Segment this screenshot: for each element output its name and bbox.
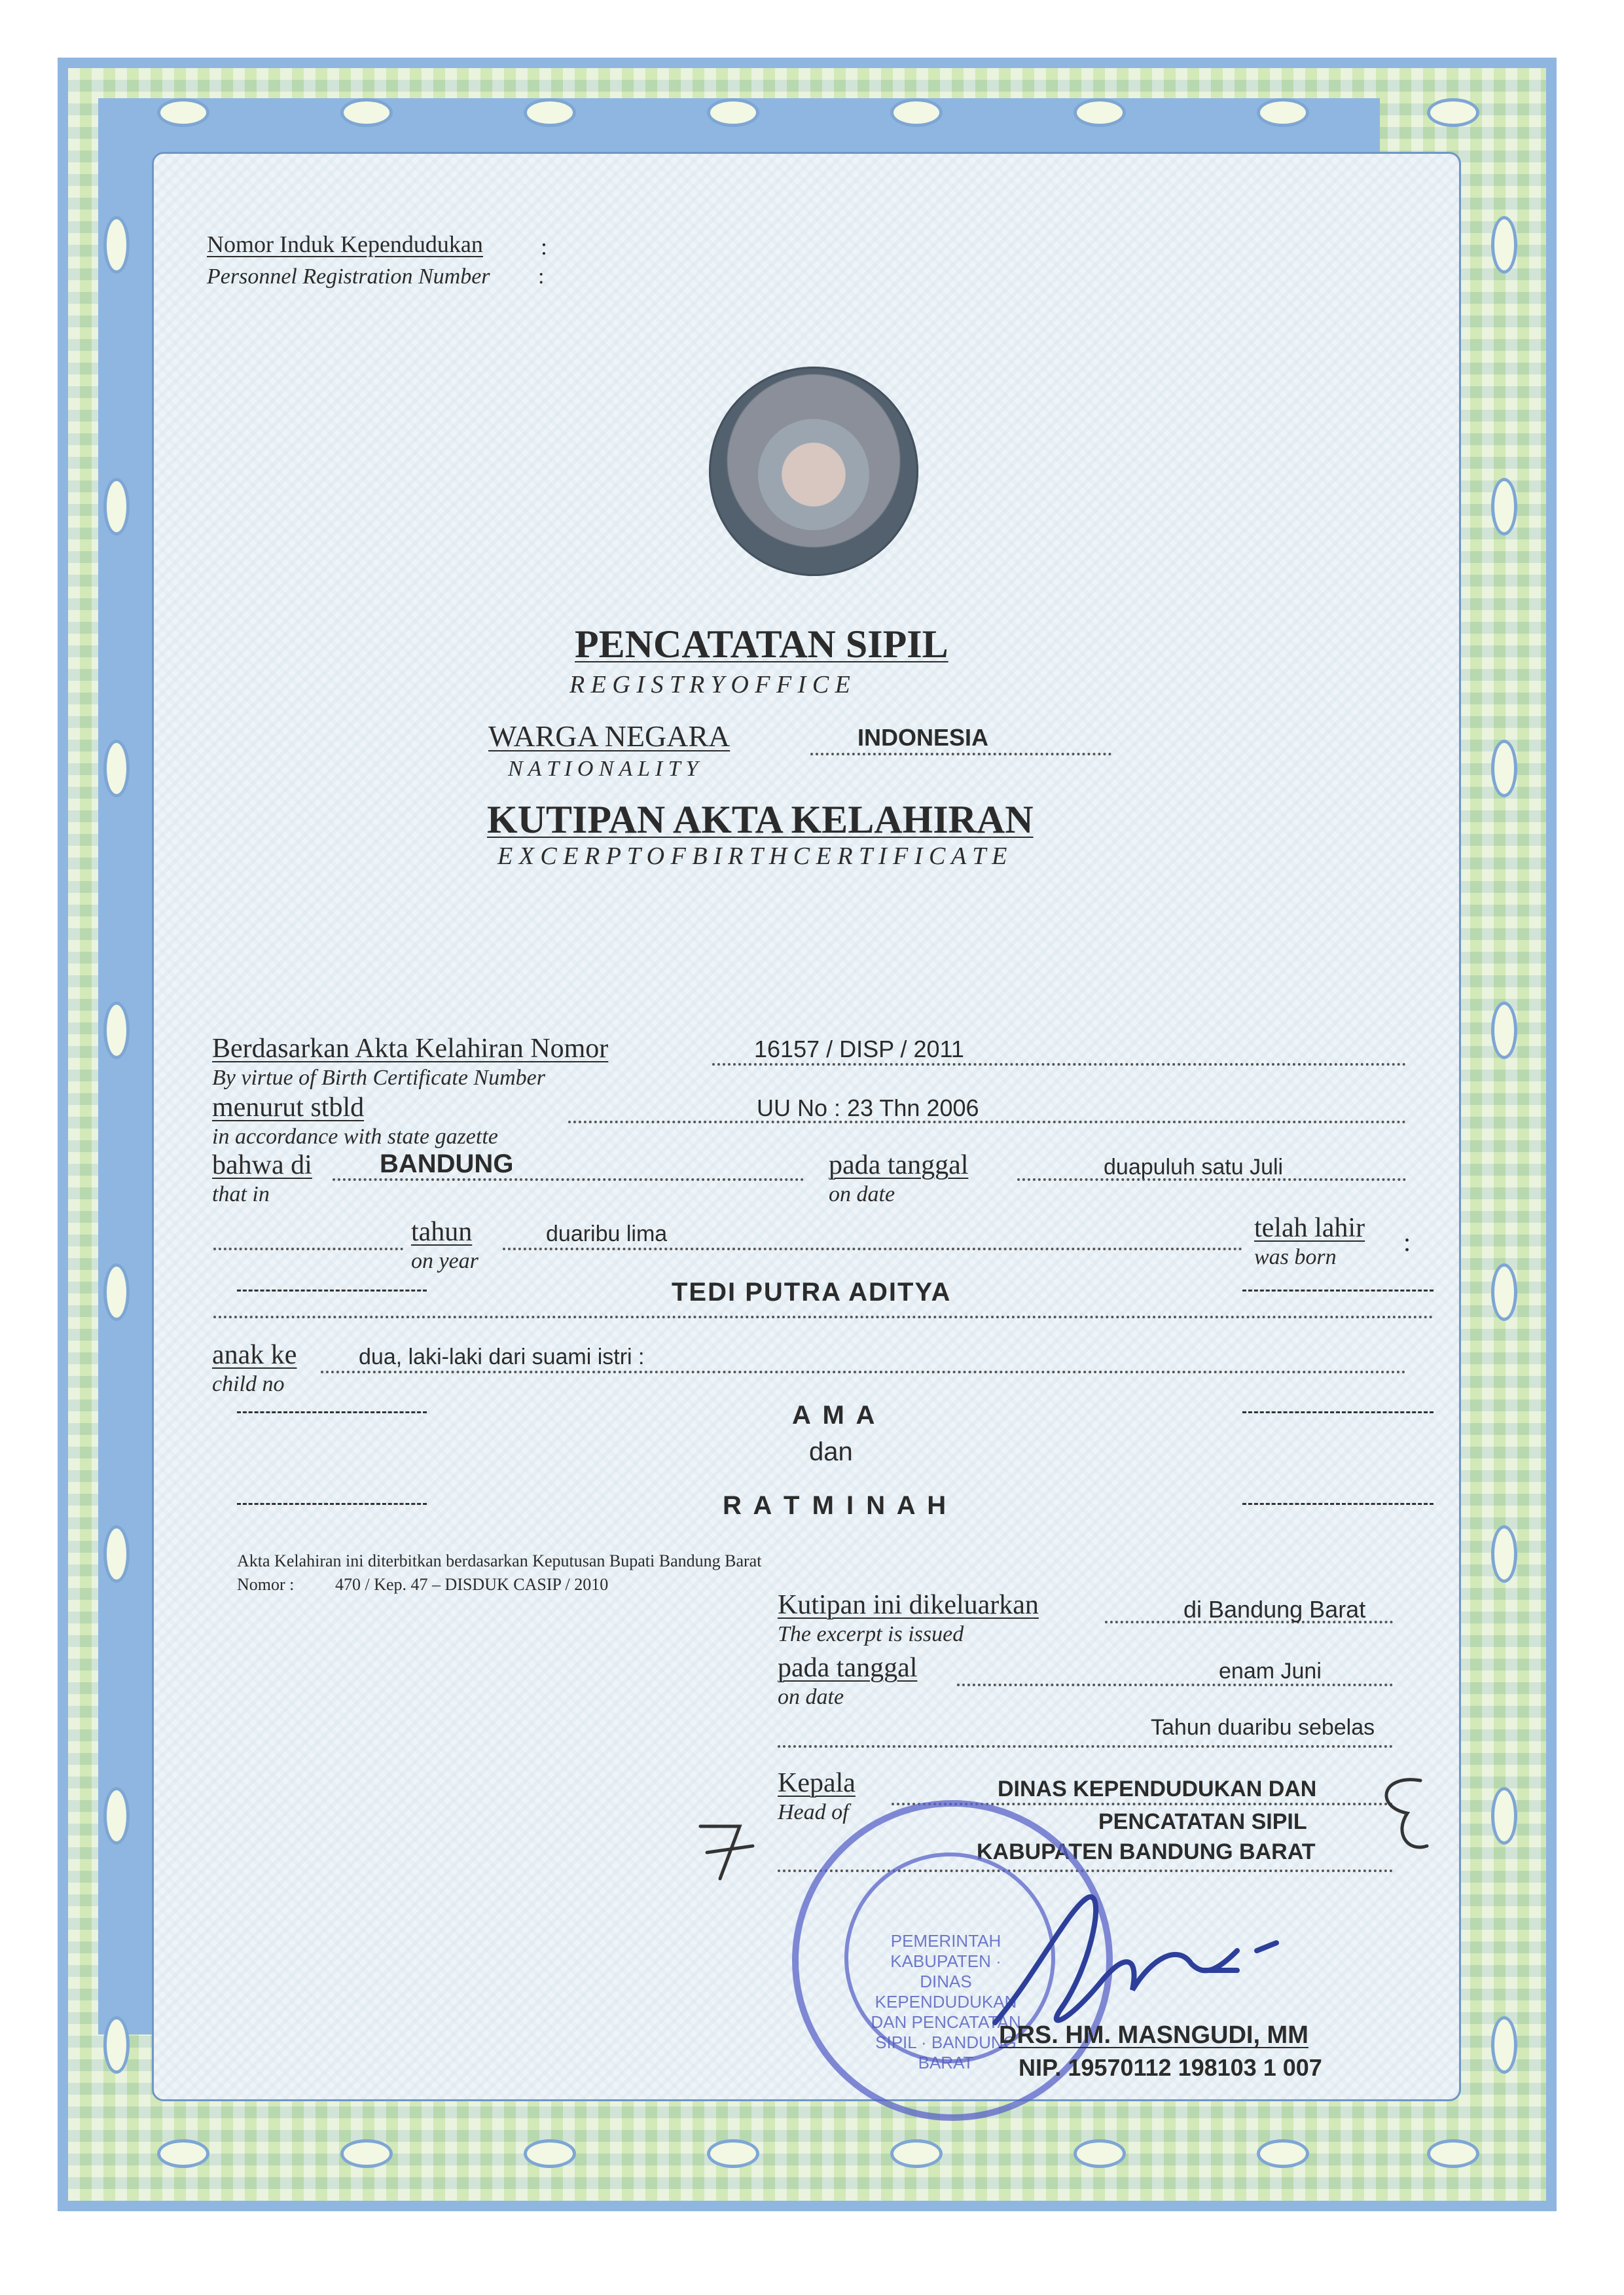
- child-name-value: TEDI PUTRA ADITYA: [672, 1278, 952, 1307]
- border-motif-icon: [1074, 98, 1126, 127]
- agency-line-1: DINAS KEPENDUDUKAN DAN: [998, 1777, 1317, 1801]
- birth-year-label: tahun: [411, 1217, 473, 1247]
- birth-place-label-en: that in: [212, 1182, 270, 1206]
- issued-year-dotted-line: [778, 1745, 1393, 1748]
- born-label-en: was born: [1254, 1245, 1337, 1269]
- child-name-dotted-line: [213, 1316, 1434, 1318]
- border-motif-icon: [1491, 2016, 1517, 2074]
- birth-place-label: bahwa di: [212, 1150, 312, 1180]
- issued-year-value: Tahun duaribu sebelas: [1151, 1715, 1375, 1740]
- child-number-label: anak ke: [212, 1340, 297, 1370]
- child-number-dotted-line: [321, 1371, 1406, 1373]
- border-motif-icon: [1257, 2139, 1309, 2168]
- border-motif-icon: [707, 2139, 759, 2168]
- decree-number-label: Nomor :: [237, 1575, 295, 1594]
- birth-place-value: BANDUNG: [380, 1149, 514, 1178]
- nik-colon-en: :: [538, 264, 545, 289]
- stbld-dotted-line: [568, 1121, 1406, 1123]
- border-motif-icon: [103, 1002, 130, 1059]
- official-name: DRS. HM. MASNGUDI, MM: [999, 2021, 1308, 2049]
- border-motif-icon: [1427, 2139, 1479, 2168]
- border-motif-icon: [1491, 478, 1517, 535]
- born-colon: :: [1403, 1227, 1411, 1257]
- nik-label-en: Personnel Registration Number: [207, 264, 490, 289]
- father-right-dashes: [1242, 1411, 1434, 1413]
- cert-number-dotted-line: [712, 1063, 1406, 1066]
- border-motif-icon: [1491, 1263, 1517, 1321]
- border-motif-icon: [103, 1263, 130, 1321]
- border-motif-icon: [340, 98, 393, 127]
- birth-year-value: duaribu lima: [546, 1221, 668, 1246]
- nik-label: Nomor Induk Kependudukan: [207, 231, 483, 257]
- border-motif-icon: [103, 740, 130, 797]
- border-motif-icon: [1257, 98, 1309, 127]
- birth-year-label-en: on year: [411, 1249, 478, 1273]
- official-nip: NIP. 19570112 198103 1 007: [1019, 2054, 1322, 2081]
- nik-colon: :: [541, 234, 548, 260]
- child-name-right-dashes: [1242, 1290, 1434, 1292]
- head-label: Kepala: [778, 1768, 856, 1798]
- agency-line-2: PENCATATAN SIPIL: [1098, 1809, 1307, 1834]
- border-motif-icon: [340, 2139, 393, 2168]
- birth-date-label: pada tanggal: [829, 1150, 969, 1180]
- garuda-emblem-icon: [758, 419, 869, 530]
- and-conjunction: dan: [809, 1437, 853, 1466]
- birth-year-dotted-line: [503, 1248, 1242, 1250]
- decree-line-1: Akta Kelahiran ini diterbitkan berdasarkan Keputusan Bupati Bandung Barat: [237, 1551, 762, 1570]
- border-motif-icon: [1427, 98, 1479, 127]
- mother-left-dashes: [237, 1503, 427, 1505]
- issued-place-value: di Bandung Barat: [1183, 1596, 1366, 1623]
- border-motif-icon: [890, 98, 943, 127]
- initial-mark-icon: [681, 1807, 772, 1898]
- border-motif-icon: [103, 1525, 130, 1583]
- stbld-label-en: in accordance with state gazette: [212, 1125, 498, 1149]
- mother-name-value: R A T M I N A H: [723, 1491, 949, 1520]
- issued-label-en: The excerpt is issued: [778, 1622, 964, 1646]
- born-label: telah lahir: [1254, 1213, 1365, 1243]
- issued-date-label: pada tanggal: [778, 1653, 918, 1683]
- border-motif-icon: [157, 98, 209, 127]
- decree-number-value: 470 / Kep. 47 – DISDUK CASIP / 2010: [335, 1575, 609, 1594]
- nationality-value: INDONESIA: [857, 724, 989, 751]
- border-motif-icon: [103, 216, 130, 274]
- border-motif-icon: [1491, 216, 1517, 274]
- agency-line-3: KABUPATEN BANDUNG BARAT: [977, 1839, 1316, 1864]
- border-motif-icon: [1491, 1525, 1517, 1583]
- mother-right-dashes: [1242, 1503, 1434, 1505]
- office-title: PENCATATAN SIPIL: [575, 623, 948, 666]
- border-motif-icon: [157, 2139, 209, 2168]
- border-motif-icon: [103, 2016, 130, 2074]
- document-title: KUTIPAN AKTA KELAHIRAN: [487, 798, 1034, 841]
- border-motif-icon: [524, 2139, 576, 2168]
- border-motif-icon: [103, 1787, 130, 1845]
- child-number-value: dua, laki-laki dari suami istri :: [359, 1345, 645, 1369]
- child-number-label-en: child no: [212, 1372, 285, 1396]
- father-name-value: A M A: [792, 1401, 878, 1430]
- paraf-mark-icon: [1368, 1767, 1447, 1859]
- nationality-dotted-line: [810, 753, 1111, 755]
- border-motif-icon: [524, 98, 576, 127]
- border-motif-icon: [1074, 2139, 1126, 2168]
- stbld-label: menurut stbld: [212, 1093, 365, 1123]
- office-title-en: R E G I S T R Y O F F I C E: [569, 671, 850, 698]
- birth-date-value: duapuluh satu Juli: [1104, 1155, 1284, 1180]
- cert-number-value: 16157 / DISP / 2011: [754, 1036, 964, 1062]
- border-motif-icon: [1491, 740, 1517, 797]
- head-label-en: Head of: [778, 1800, 849, 1824]
- border-motif-icon: [103, 478, 130, 535]
- issued-date-dotted-line: [957, 1684, 1393, 1686]
- cert-number-label-en: By virtue of Birth Certificate Number: [212, 1066, 545, 1090]
- father-left-dashes: [237, 1411, 427, 1413]
- document-title-en: E X C E R P T O F B I R T H C E R T I F I C A T E: [497, 842, 1007, 870]
- child-name-left-dashes: [237, 1290, 427, 1292]
- border-motif-icon: [1491, 1787, 1517, 1845]
- nationality-label-en: N A T I O N A L I T Y: [508, 757, 698, 781]
- border-motif-icon: [890, 2139, 943, 2168]
- issued-date-value: enam Juni: [1219, 1659, 1322, 1684]
- cert-number-label: Berdasarkan Akta Kelahiran Nomor: [212, 1034, 609, 1064]
- issued-date-label-en: on date: [778, 1685, 844, 1709]
- birth-date-label-en: on date: [829, 1182, 895, 1206]
- year-leading-dotted-line: [213, 1248, 403, 1250]
- nationality-label: WARGA NEGARA: [488, 719, 731, 753]
- border-motif-icon: [707, 98, 759, 127]
- stbld-value: UU No : 23 Thn 2006: [757, 1094, 979, 1121]
- border-motif-icon: [1491, 1002, 1517, 1059]
- issued-label: Kutipan ini dikeluarkan: [778, 1590, 1039, 1620]
- official-stamp-text: PEMERINTAH KABUPATEN · DINAS KEPENDUDUKAN DAN PENCATATAN SIPIL · BANDUNG BARAT: [871, 1931, 1021, 2072]
